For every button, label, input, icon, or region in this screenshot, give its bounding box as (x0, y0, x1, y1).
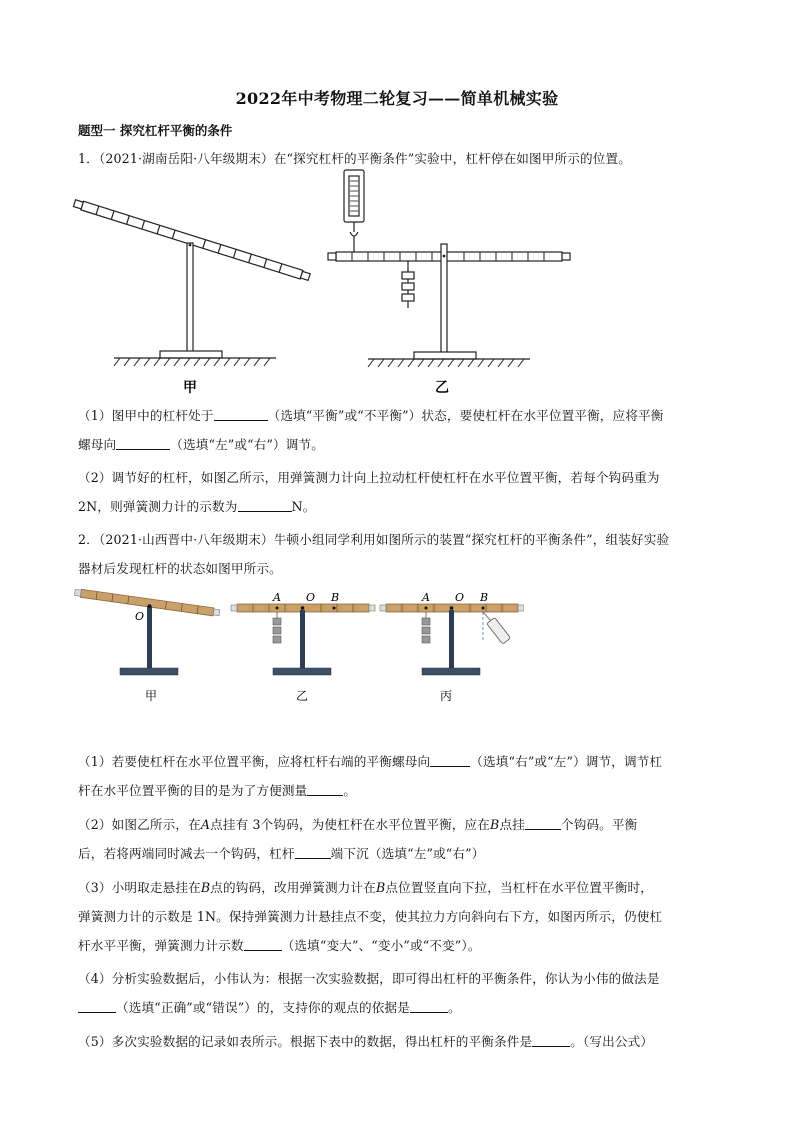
hook-weights (402, 272, 414, 308)
q2-stem-line1: 2．（2021·山西晋中·八年级期末）牛顿小组同学利用如图所示的装置“探究杠杆的平衡条件”，组装好实验 (78, 532, 670, 547)
q1-stem: 1．（2021·湖南岳阳·八年级期末）在“探究杠杆的平衡条件”实验中，杠杆停在如图甲所示的位置。 (78, 151, 632, 166)
q1-figure-yi (322, 168, 572, 398)
caption-yi: 乙 (296, 689, 309, 703)
answer-blank (244, 938, 282, 951)
q1-part2-line2: 2N，则弹簧测力计的示数为 N。 (78, 499, 316, 514)
figure-label-yi: 乙 (435, 380, 449, 396)
svg-text:A: A (273, 591, 281, 604)
svg-text:O: O (455, 591, 465, 604)
q2-part4-line1: （4）分析实验数据后，小伟认为：根据一次实验数据，即可得出杠杆的平衡条件，你认为小伟的做法是 (78, 971, 660, 986)
q2-stem-line2: 器材后发现杠杆的状态如图甲所示。 (78, 561, 282, 576)
svg-text:A: A (422, 591, 430, 604)
stand-base (160, 351, 222, 358)
answer-blank (525, 817, 561, 830)
q2-figure-jia (74, 588, 220, 675)
svg-text:O: O (306, 591, 316, 604)
q2-part3-line2: 弹簧测力计的示数是 1N。保持弹簧测力计悬挂点不变，使其拉力方向斜向右下方，如图丙所示，仍使杠 (78, 909, 663, 924)
answer-blank (238, 499, 292, 512)
answer-blank (78, 1000, 116, 1013)
q2-part3-line1: （3）小明取走悬挂在B点的钩码，改用弹簧测力计在B点位置竖直向下拉，当杠杆在水平位置平衡时， (78, 880, 653, 895)
q2-figure-bing (380, 591, 524, 675)
stand-pole (187, 243, 193, 353)
q2-figure-yi (231, 591, 375, 675)
figure-label-jia: 甲 (183, 380, 197, 396)
document-title: 2022年中考物理二轮复习——简单机械实验 (235, 89, 559, 108)
answer-blank (307, 783, 343, 796)
answer-blank (116, 437, 170, 450)
q1-part1-line2: 螺母向 （选填“左”或“右”）调节。 (78, 437, 325, 452)
q2-part1-line2: 杆在水平位置平衡的目的是为了方便测量 。 (78, 783, 357, 798)
stand-pole (441, 244, 447, 354)
q2-part3-line3: 杆水平平衡，弹簧测力计示数 （选填“变大”、“变小”或“不变”）。 (78, 938, 481, 953)
answer-blank (214, 408, 268, 421)
answer-blank (410, 1000, 448, 1013)
caption-jia: 甲 (145, 689, 158, 703)
svg-text:B: B (480, 591, 489, 604)
q2-part1-line1: （1）若要使杠杆在水平位置平衡，应将杠杆右端的平衡螺母向 （选填“右”或“左”）调节，调节杠 (78, 754, 663, 769)
q2-part4-line2: （选填“正确”或“错误”）的，支持你的观点的依据是 。 (78, 997, 461, 1016)
answer-blank (295, 846, 331, 859)
section-heading: 题型一 探究杠杆平衡的条件 (78, 123, 233, 138)
q1-part1-line1: （1）图甲中的杠杆处于 （选填“平衡”或“不平衡”）状态，要使杠杆在水平位置平衡，应将平衡 (78, 408, 664, 423)
caption-bing: 丙 (440, 689, 453, 703)
svg-text:B: B (331, 591, 340, 604)
q2-figures (74, 588, 524, 708)
answer-blank (532, 1034, 570, 1047)
svg-text:O: O (135, 610, 145, 623)
answer-blank (430, 754, 470, 767)
q1-part2-line1: （2）调节好的杠杆，如图乙所示，用弹簧测力计向上拉动杠杆使杠杆在水平位置平衡，若每个钩码重为 (78, 470, 660, 485)
q2-part5-line1: （5）多次实验数据的记录如表所示。根据下表中的数据，得出杠杆的平衡条件是 。（写出公式） (78, 1034, 654, 1049)
q1-figure-jia (70, 198, 320, 398)
q2-part2-line1: （2）如图乙所示，在A点挂有 3个钩码，为使杠杆在水平位置平衡，应在B点挂 个钩码。平衡 (78, 817, 638, 832)
q2-part2-line2: 后，若将两端同时减去一个钩码，杠杆 端下沉（选填“左”或“右”） (78, 846, 485, 861)
stand-base (414, 352, 476, 359)
